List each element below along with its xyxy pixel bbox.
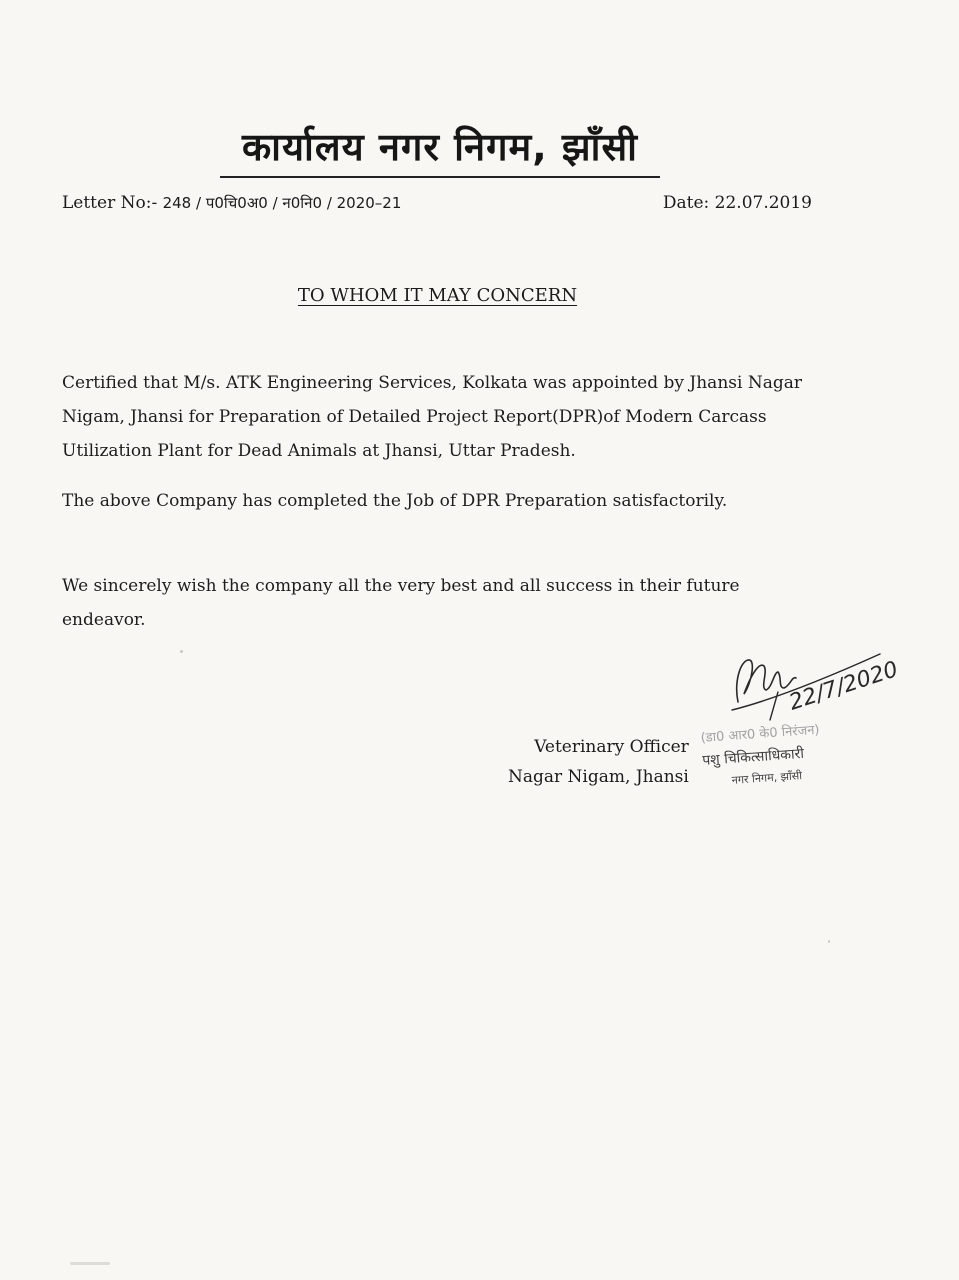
signatory-designation: Veterinary Officer: [534, 737, 689, 757]
letter-number-label: Letter No:-: [62, 193, 163, 213]
letter-date: [663, 193, 812, 213]
handwritten-signature: [730, 632, 930, 722]
official-stamp: [700, 714, 904, 794]
scan-speck: [828, 940, 830, 943]
body-paragraph-completion: The above Company has completed the Job of DPR Preparation satisfactorily.: [62, 491, 728, 511]
signatory-block: [508, 732, 689, 792]
stamp-designation: पशु चिकित्साधिकारी: [701, 745, 805, 769]
letter-number: [62, 193, 401, 213]
body-paragraph-wishes: We sincerely wish the company all the very best and all success in their future endeavor.: [62, 576, 740, 630]
stamp-office: नगर निगम, झाँसी: [731, 769, 803, 787]
subject-heading: [0, 285, 875, 306]
subject-text: TO WHOM IT MAY CONCERN: [297, 285, 578, 306]
handwritten-date: 22/7/2020: [786, 657, 902, 716]
scan-speck: [180, 650, 183, 653]
stamp-officer-name: (डा0 आर0 के0 निरंजन): [700, 722, 820, 746]
scan-speck: [70, 1262, 110, 1265]
signatory-office: Nagar Nigam, Jhansi: [508, 767, 689, 787]
letter-number-value: 248 / प0चि0अ0 / न0नि0 / 2020–21: [162, 194, 402, 212]
letter-date-value: 22.07.2019: [714, 193, 812, 213]
body-paragraph-certification: Certified that M/s. ATK Engineering Services, Kolkata was appointed by Jhansi Nagar Nigam, Jhansi for Preparation of Detailed Project Report(DPR)of Modern Carcass Utilization Plant for Dead Animals at Jhansi, Uttar Pradesh.: [62, 373, 802, 461]
letterhead-title: कार्यालय नगर निगम, झाँसी: [220, 120, 660, 178]
letter-date-label: Date:: [662, 193, 715, 213]
